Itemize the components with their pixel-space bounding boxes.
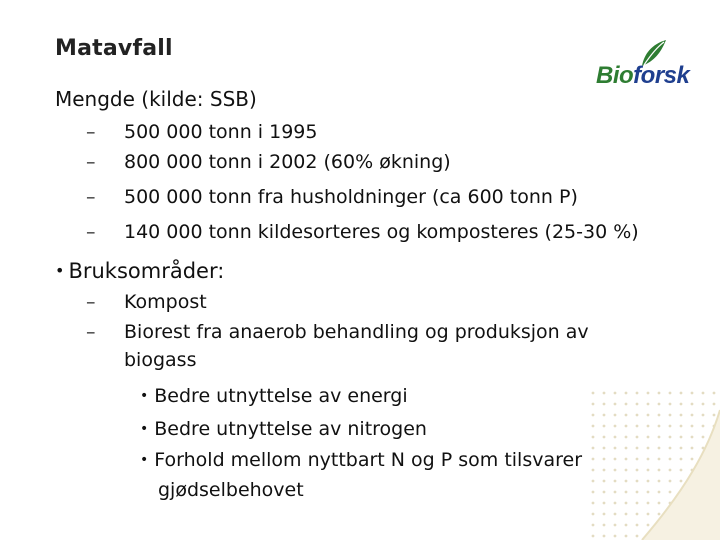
logo-bio-text: Bio — [596, 62, 634, 89]
bullet-marker: • — [140, 388, 149, 404]
list-item: Biorest fra anaerob behandling og produksjon av — [124, 321, 589, 343]
sub-item-text: Bedre utnyttelse av energi — [154, 385, 408, 407]
list-item: 140 000 tonn kildesorteres og komposteres (25-30 %) — [124, 221, 639, 243]
dash-marker: – — [86, 291, 96, 313]
bullet-marker: • — [140, 421, 149, 437]
dash-marker: – — [86, 221, 96, 243]
sub-item-text: Forhold mellom nyttbart N og P som tilsvarer — [154, 449, 583, 471]
slide-title: Matavfall — [55, 36, 173, 61]
bullet-marker: • — [55, 261, 65, 280]
dash-marker: – — [86, 186, 96, 208]
sub-list-item — [140, 414, 427, 444]
bioforsk-logo — [596, 38, 708, 98]
list-item-continuation: biogass — [124, 349, 197, 371]
subtitle: Mengde (kilde: SSB) — [55, 87, 257, 111]
logo-forsk-text: forsk — [633, 62, 690, 89]
dash-marker: – — [86, 151, 96, 173]
sub-list-item — [140, 445, 582, 475]
list-item: 800 000 tonn i 2002 (60% økning) — [124, 151, 451, 173]
corner-decoration — [590, 390, 720, 540]
bullet-marker: • — [140, 452, 149, 468]
usage-heading — [55, 256, 224, 286]
sub-list-item — [140, 381, 408, 411]
sub-item-text: Bedre utnyttelse av nitrogen — [154, 418, 427, 440]
usage-heading-text: Bruksområder: — [68, 259, 225, 283]
list-item: 500 000 tonn i 1995 — [124, 121, 318, 143]
list-item: Kompost — [124, 291, 207, 313]
list-item: 500 000 tonn fra husholdninger (ca 600 tonn P) — [124, 186, 578, 208]
sub-item-continuation: gjødselbehovet — [158, 479, 304, 501]
dash-marker: – — [86, 121, 96, 143]
dash-marker: – — [86, 321, 96, 343]
